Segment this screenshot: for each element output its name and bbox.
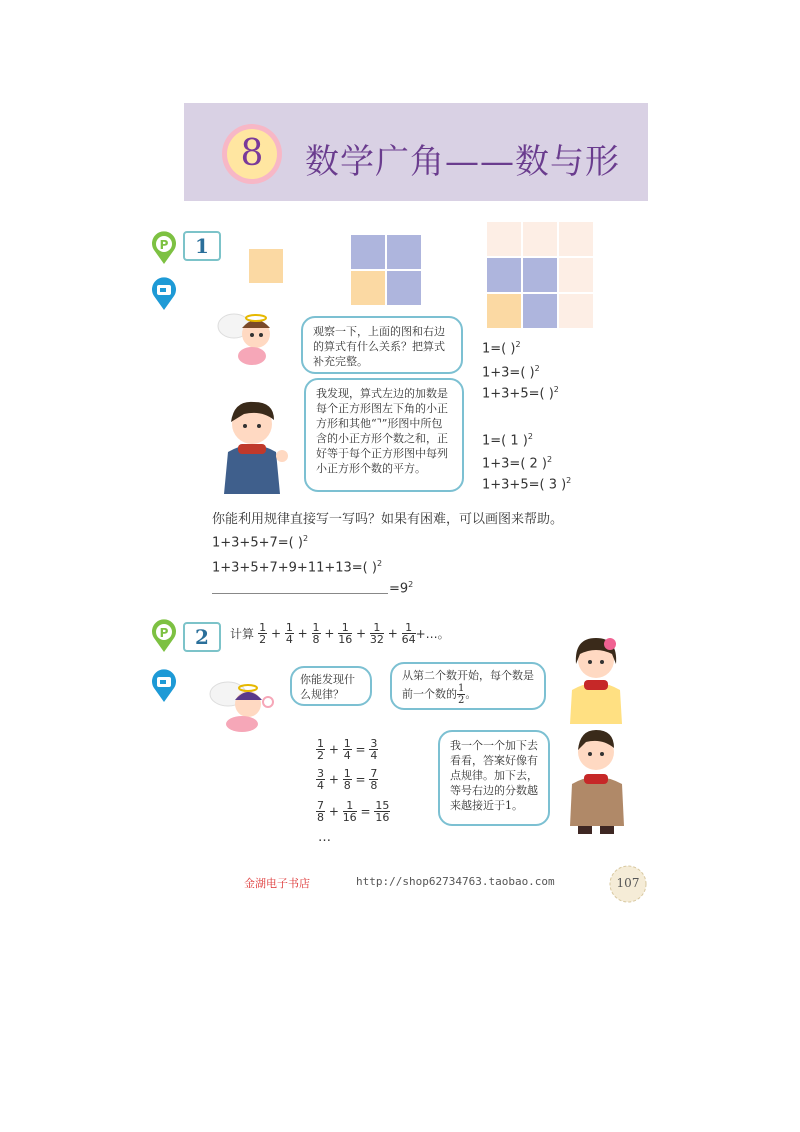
square-figure-1 (248, 248, 284, 284)
fraction: $\frac{1}{2}$ (317, 737, 324, 762)
prompt-label: 计算 (230, 627, 255, 641)
example-number-1: 1 (183, 231, 221, 261)
practice-equation-3-rhs: $=9^2$ (389, 580, 414, 597)
angel-illustration (212, 306, 284, 368)
fraction: $\frac{3}{4}$ (370, 737, 378, 762)
example-pin-icon (150, 230, 178, 266)
answer-blank-line (212, 593, 388, 594)
svg-text:P: P (159, 626, 169, 640)
angel-illustration (202, 676, 282, 736)
equation-blank-1: 1=( )$^2$ (482, 340, 521, 357)
series-expression: 计算 $\frac{1}{2}$ + $\frac{1}{4}$ + $\frac{1}{8}$ + $\frac{1}{16}$ + $\frac{1}{32}$ + $\frac{1}{64}$ +…。 (230, 621, 450, 646)
chapter-number: 8 (240, 133, 264, 174)
fraction: $\frac{7}{8}$ (317, 799, 324, 824)
boy-illustration (214, 398, 296, 494)
step-equation-1: $\frac{1}{2}$ + $\frac{1}{4}$ = $\frac{3}{4}$ (317, 737, 378, 762)
step-equation-3: $\frac{7}{8}$ + $\frac{1}{16}$ = $\frac{15}{16}$ (317, 799, 390, 824)
boy-speech-bubble-1: 我发现，算式左边的加数是每个正方形图左下角的小正方形和其他“⌝”形图中所包含的小正方形个数之和，正好等于每个正方形图中每列小正方形个数的平方。 (304, 378, 464, 492)
fraction: $\frac{1}{2}$ (259, 621, 267, 646)
girl-illustration (564, 634, 628, 724)
boy-illustration (566, 726, 628, 834)
equation-blank-3: 1+3+5=( )$^2$ (482, 385, 559, 402)
girl-speech-bubble: 从第二个数开始，每个数是前一个数的 $\frac{1}{2}$ 。 (390, 662, 546, 710)
angel-speech-bubble-2: 你能发现什么规律？ (290, 666, 372, 706)
fraction: $\frac{1}{16}$ (338, 621, 353, 646)
fraction: $\frac{1}{2}$ (458, 683, 465, 706)
fraction: $\frac{3}{4}$ (317, 767, 324, 792)
step-equation-2: $\frac{3}{4}$ + $\frac{1}{8}$ = $\frac{7}{8}$ (317, 767, 378, 792)
page-number: 107 (616, 876, 640, 890)
example-number-2: 2 (183, 622, 221, 652)
footer-url[interactable]: http://shop62734763.taobao.com (356, 875, 555, 888)
fraction: $\frac{1}{64}$ (401, 621, 416, 646)
fraction: $\frac{1}{8}$ (312, 621, 320, 646)
equation-filled-2: 1+3=( 2 )$^2$ (482, 455, 553, 472)
tv-pin-icon (150, 668, 178, 704)
svg-text:P: P (159, 238, 169, 252)
tv-pin-icon (150, 276, 178, 312)
chapter-title: 数学广角——数与形 (305, 142, 620, 182)
boy-speech-bubble-2: 我一个一个加下去看看，答案好像有点规律。加下去，等号右边的分数越来越接近于1。 (438, 730, 550, 826)
question-text: 你能利用规律直接写一写吗？如果有困难，可以画图来帮助。 (212, 512, 564, 527)
fraction: $\frac{1}{4}$ (285, 621, 293, 646)
fraction: $\frac{1}{4}$ (343, 737, 351, 762)
fraction: $\frac{7}{8}$ (370, 767, 378, 792)
practice-equation-2: 1+3+5+7+9+11+13=( )$^2$ (212, 559, 383, 576)
footer-store-name: 金湖电子书店 (244, 877, 310, 890)
practice-equation-1: 1+3+5+7=( )$^2$ (212, 534, 309, 551)
equation-filled-3: 1+3+5=( 3 )$^2$ (482, 476, 572, 493)
steps-ellipsis: … (318, 830, 331, 845)
fraction: $\frac{15}{16}$ (375, 799, 390, 824)
fraction: $\frac{1}{32}$ (369, 621, 384, 646)
square-figure-3 (486, 221, 594, 329)
square-figure-2 (350, 234, 422, 306)
equation-blank-2: 1+3=( )$^2$ (482, 364, 540, 381)
fraction: $\frac{1}{16}$ (342, 799, 357, 824)
example-pin-icon (150, 618, 178, 654)
equation-filled-1: 1=( 1 )$^2$ (482, 432, 533, 449)
fraction: $\frac{1}{8}$ (343, 767, 351, 792)
angel-speech-bubble-1: 观察一下，上面的图和右边的算式有什么关系？把算式补充完整。 (301, 316, 463, 374)
